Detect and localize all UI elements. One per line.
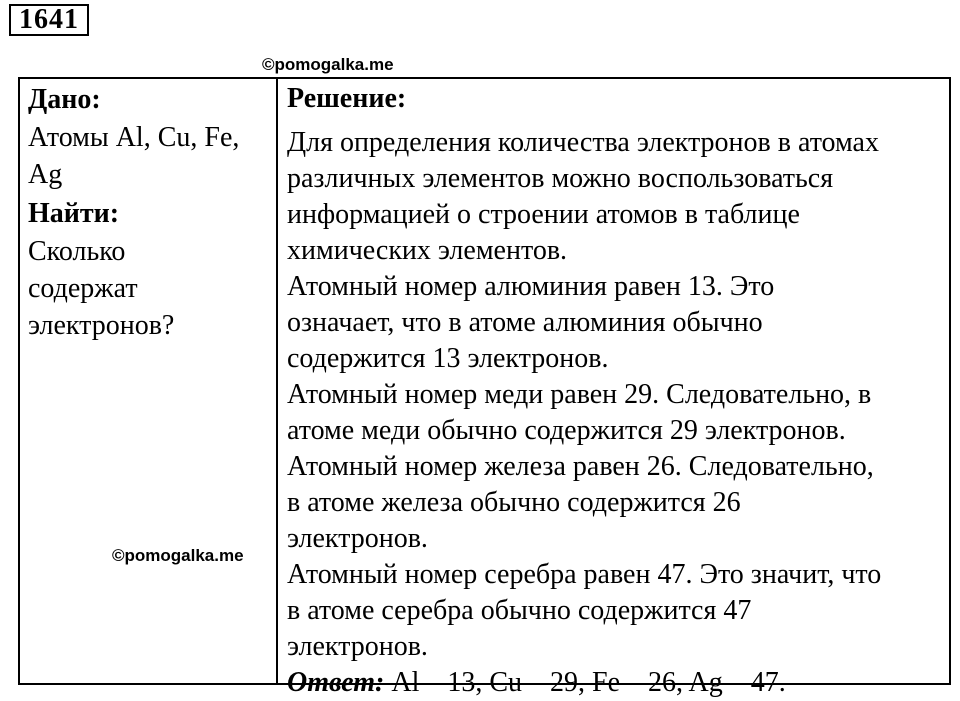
solution-heading: Решение: [287, 83, 407, 114]
solution-paragraph: Атомный номер алюминия равен 13. Это означает, что в атоме алюминия обычно содержится 13 электронов. [287, 271, 775, 374]
given-column [28, 79, 272, 344]
watermark-top: ©pomogalka.me [262, 55, 394, 74]
given-heading: Дано: [28, 84, 101, 115]
watermark-bottom: ©pomogalka.me [112, 546, 244, 565]
solution-table [18, 77, 951, 698]
find-heading: Найти: [28, 198, 120, 229]
solution-paragraph: Атомный номер железа равен 26. Следовательно, в атоме железа обычно содержится 26 электронов. [287, 451, 874, 554]
given-text: Атомы Al, Cu, Fe, Ag [28, 122, 240, 190]
answer-line [287, 665, 947, 701]
find-text: Сколько содержат электронов? [28, 236, 175, 341]
answer-label: Ответ: [287, 667, 385, 698]
solution-column [287, 79, 947, 701]
solution-body [287, 125, 947, 701]
answer-text: Al – 13, Cu – 29, Fe – 26, Ag – 47. [384, 667, 786, 698]
solution-paragraph: Атомный номер серебра равен 47. Это значит, что в атоме серебра обычно содержится 47 электронов. [287, 559, 882, 662]
solution-paragraph: Для определения количества электронов в атомах различных элементов можно воспользоваться информацией о строении атомов в таблице химических элементов. [287, 127, 879, 266]
problem-number: 1641 [9, 4, 89, 36]
column-divider [276, 79, 278, 683]
solution-paragraph: Атомный номер меди равен 29. Следовательно, в атоме меди обычно содержится 29 электронов. [287, 379, 872, 446]
